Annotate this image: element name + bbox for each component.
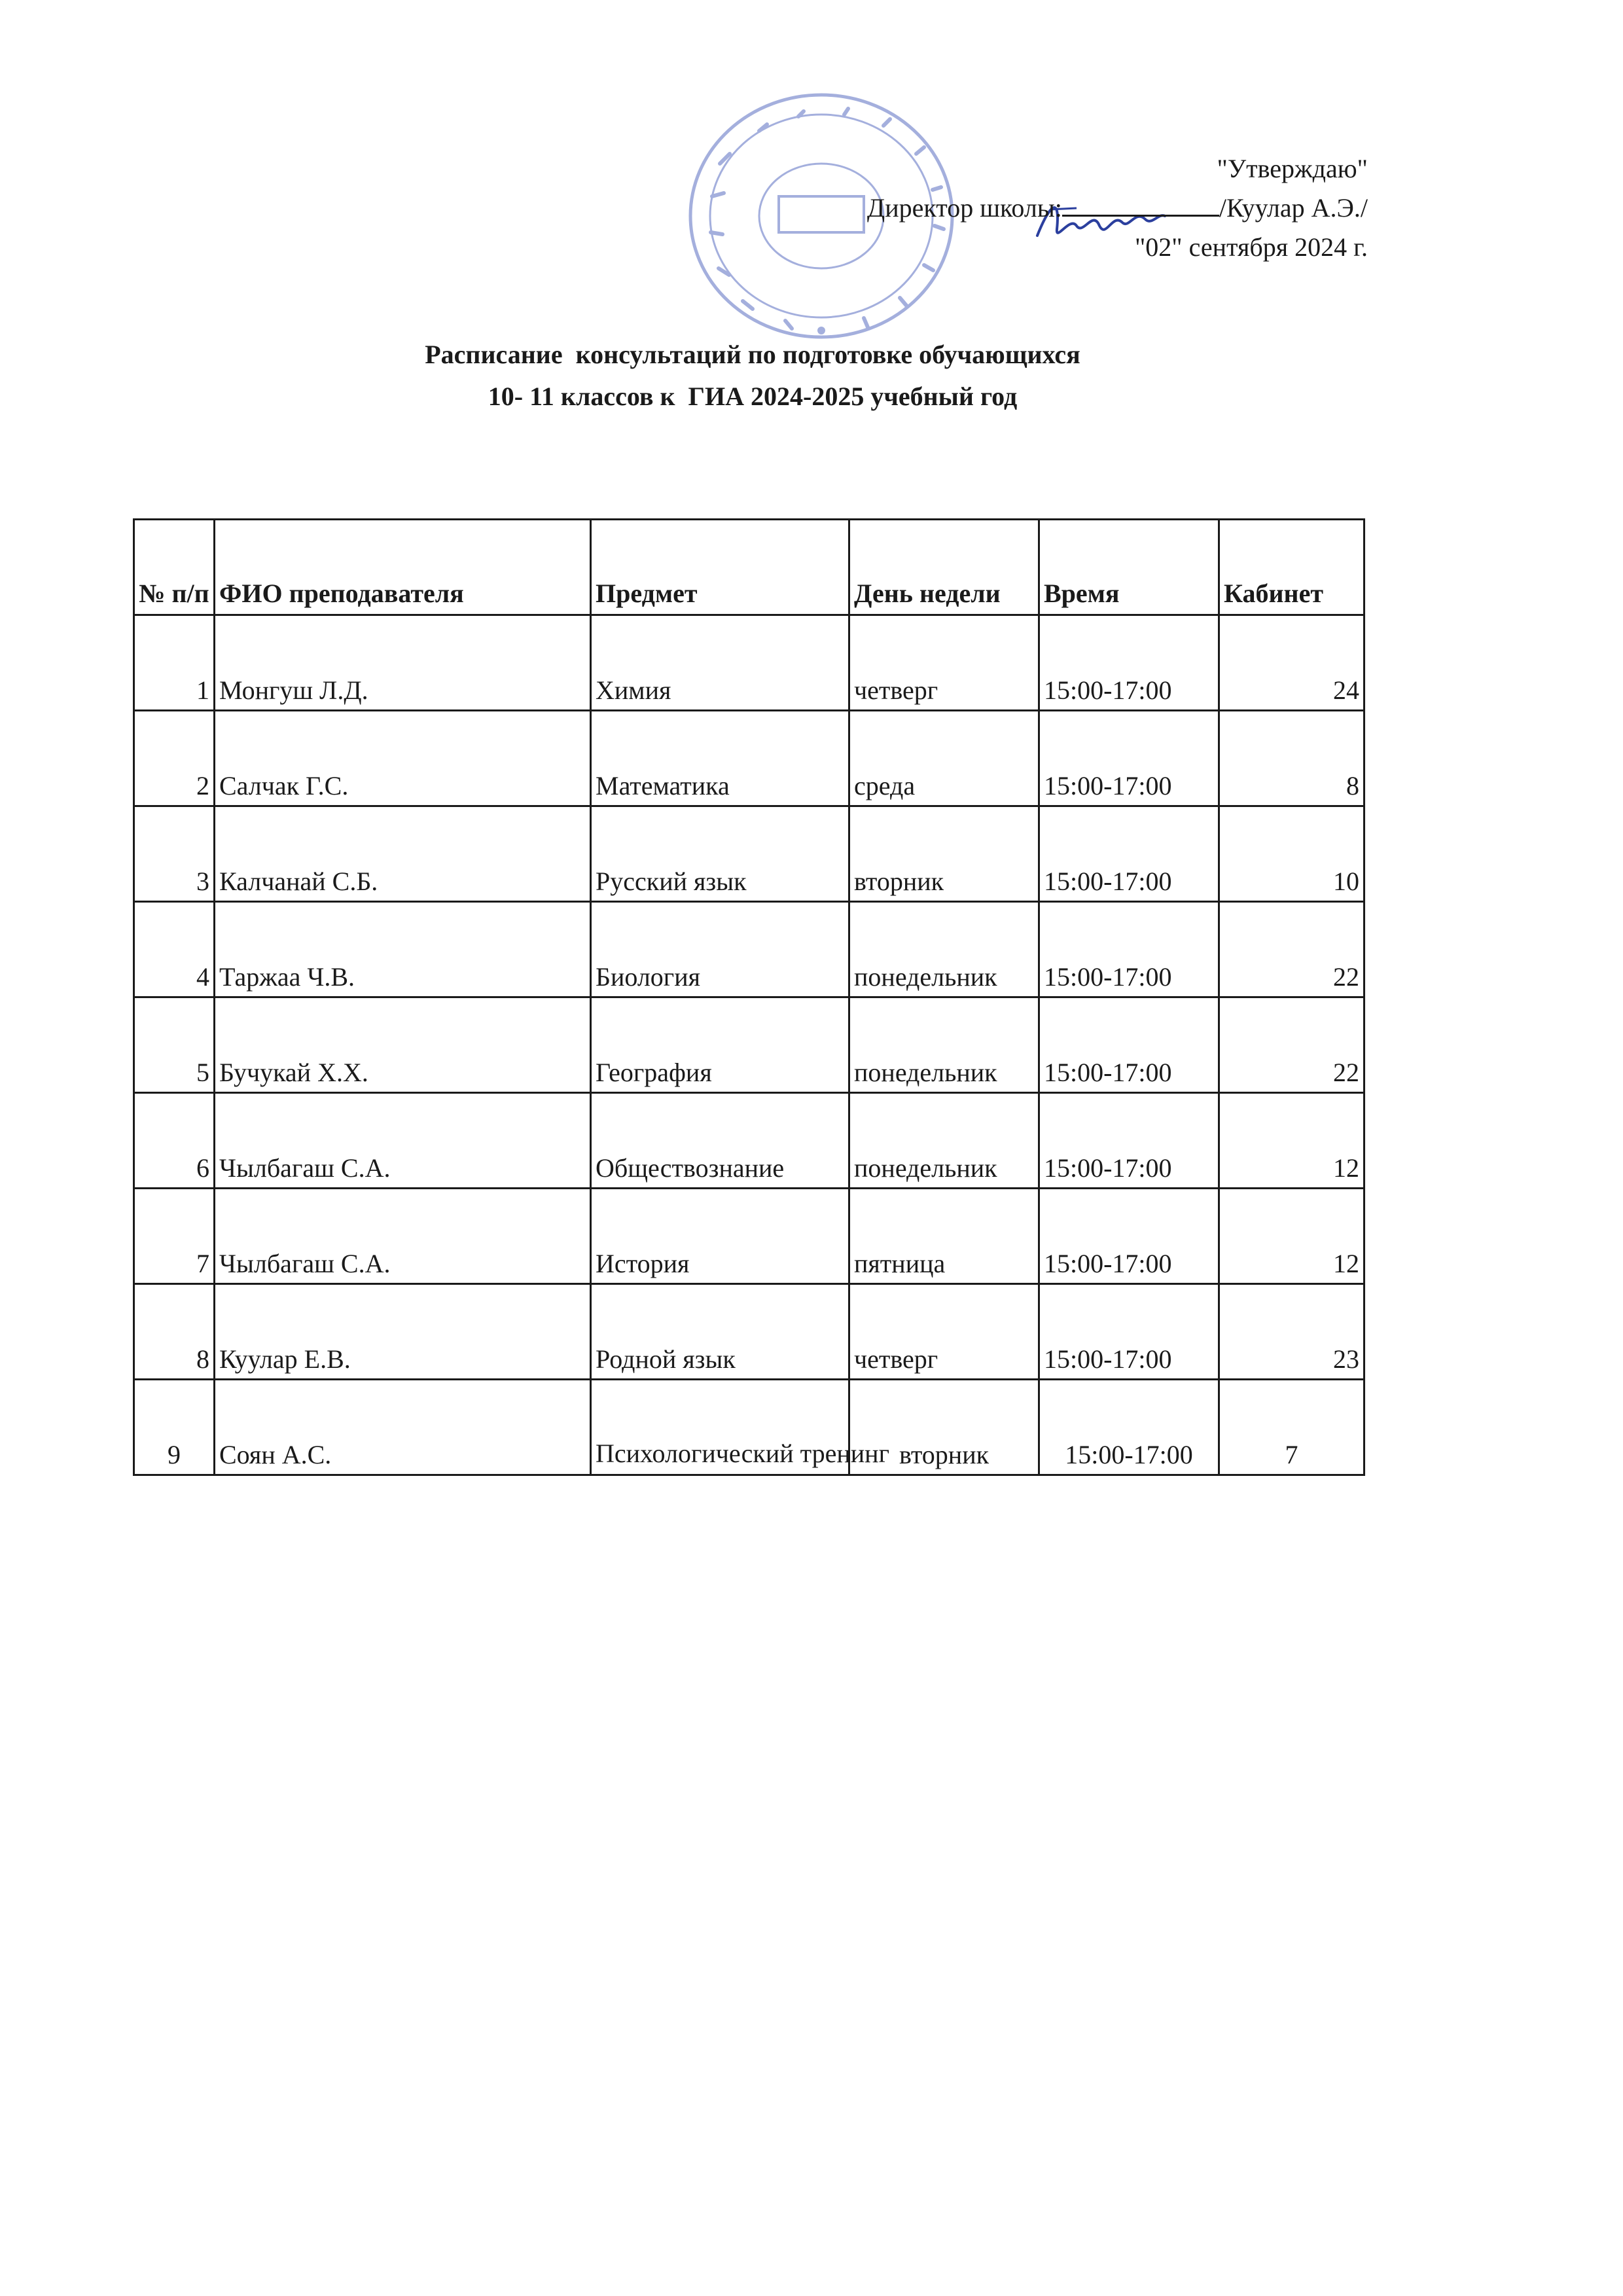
cell-num: 5 [134, 997, 215, 1093]
cell-time: 15:00-17:00 [1039, 997, 1219, 1093]
cell-subject: Психологический тренинг [591, 1380, 849, 1475]
cell-teacher: Куулар Е.В. [215, 1284, 591, 1380]
table-row [134, 711, 1364, 806]
approval-block [867, 149, 1368, 267]
director-label: Директор школы: [866, 193, 1062, 223]
cell-teacher: Таржаа Ч.В. [215, 902, 591, 997]
cell-room: 7 [1219, 1380, 1364, 1475]
header-room: Кабинет [1219, 520, 1364, 615]
cell-time: 15:00-17:00 [1039, 1093, 1219, 1189]
cell-day: вторник [849, 806, 1039, 902]
table-row [134, 997, 1364, 1093]
cell-day: пятница [849, 1189, 1039, 1284]
cell-room: 8 [1219, 711, 1364, 806]
cell-teacher: Чылбагаш С.А. [215, 1189, 591, 1284]
cell-subject: География [591, 997, 849, 1093]
table-row [134, 1189, 1364, 1284]
cell-day: понедельник [849, 902, 1039, 997]
cell-teacher: Монгуш Л.Д. [215, 615, 591, 711]
title-line-1: Расписание консультаций по подготовке обучающихся [425, 340, 1080, 369]
cell-num: 8 [134, 1284, 215, 1380]
cell-teacher: Салчак Г.С. [215, 711, 591, 806]
cell-day: вторник [849, 1380, 1039, 1475]
cell-num: 1 [134, 615, 215, 711]
table-row [134, 806, 1364, 902]
table-row [134, 615, 1364, 711]
cell-num: 2 [134, 711, 215, 806]
cell-day: четверг [849, 615, 1039, 711]
consultation-schedule-table [133, 518, 1365, 1476]
cell-day: среда [849, 711, 1039, 806]
cell-time: 15:00-17:00 [1039, 1189, 1219, 1284]
cell-num: 9 [134, 1380, 215, 1475]
document-title [0, 334, 1505, 418]
cell-room: 12 [1219, 1093, 1364, 1189]
cell-room: 22 [1219, 997, 1364, 1093]
cell-room: 23 [1219, 1284, 1364, 1380]
cell-teacher: Соян А.С. [215, 1380, 591, 1475]
cell-subject: Обществознание [591, 1093, 849, 1189]
cell-room: 24 [1219, 615, 1364, 711]
cell-time: 15:00-17:00 [1039, 806, 1219, 902]
cell-subject: Родной язык [591, 1284, 849, 1380]
header-num: № п/п [134, 520, 215, 615]
cell-day: понедельник [849, 1093, 1039, 1189]
cell-time: 15:00-17:00 [1039, 1284, 1219, 1380]
cell-subject: История [591, 1189, 849, 1284]
header-subject: Предмет [591, 520, 849, 615]
table-row [134, 1284, 1364, 1380]
table-row [134, 1380, 1364, 1475]
table-row [134, 1093, 1364, 1189]
cell-subject: Химия [591, 615, 849, 711]
cell-room: 12 [1219, 1189, 1364, 1284]
signature-line [1062, 195, 1219, 217]
cell-num: 6 [134, 1093, 215, 1189]
header-time: Время [1039, 520, 1219, 615]
cell-time: 15:00-17:00 [1039, 1380, 1219, 1475]
cell-num: 4 [134, 902, 215, 997]
cell-time: 15:00-17:00 [1039, 711, 1219, 806]
cell-time: 15:00-17:00 [1039, 615, 1219, 711]
cell-time: 15:00-17:00 [1039, 902, 1219, 997]
table-row [134, 902, 1364, 997]
title-line-2: 10- 11 классов к ГИА 2024-2025 учебный год [488, 382, 1018, 411]
approve-label: "Утверждаю" [1217, 154, 1368, 183]
header-day: День недели [849, 520, 1039, 615]
director-line [867, 188, 1368, 228]
cell-room: 22 [1219, 902, 1364, 997]
cell-teacher: Чылбагаш С.А. [215, 1093, 591, 1189]
cell-room: 10 [1219, 806, 1364, 902]
cell-teacher: Калчанай С.Б. [215, 806, 591, 902]
cell-subject: Биология [591, 902, 849, 997]
approval-date: "02" сентября 2024 г. [1134, 232, 1368, 262]
cell-num: 7 [134, 1189, 215, 1284]
table-header-row [134, 520, 1364, 615]
cell-num: 3 [134, 806, 215, 902]
cell-day: четверг [849, 1284, 1039, 1380]
cell-subject: Математика [591, 711, 849, 806]
cell-day: понедельник [849, 997, 1039, 1093]
director-name: /Куулар А.Э./ [1219, 193, 1368, 223]
header-teacher: ФИО преподавателя [215, 520, 591, 615]
cell-teacher: Бучукай Х.Х. [215, 997, 591, 1093]
cell-subject: Русский язык [591, 806, 849, 902]
